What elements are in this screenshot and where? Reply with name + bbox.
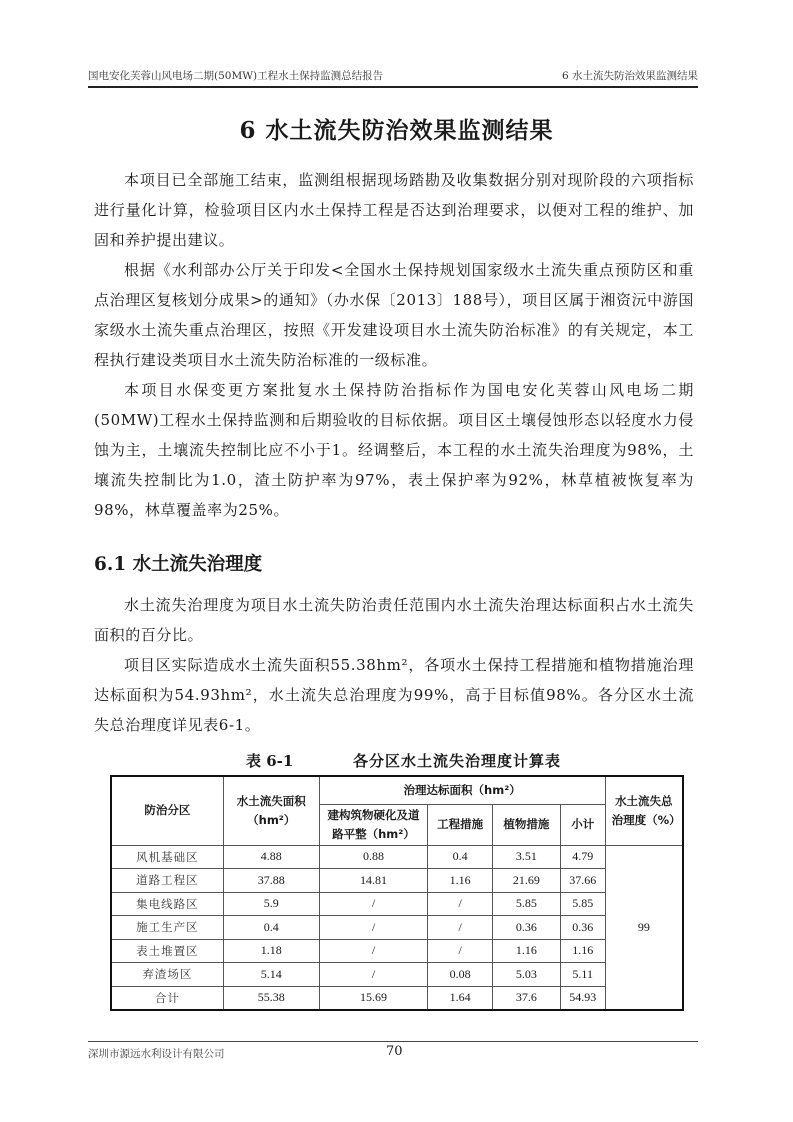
cell-building: 15.69 (319, 986, 428, 1010)
table-row (111, 939, 683, 963)
header-chapter-title: 6 水土流失防治效果监测结果 (561, 70, 698, 82)
cell-building: 14.81 (319, 869, 428, 893)
cell-zone: 弃渣场区 (111, 963, 223, 987)
cell-engineering: 0.08 (428, 963, 493, 987)
cell-subtotal: 4.79 (560, 845, 605, 869)
page-header (88, 66, 698, 86)
cell-engineering: 1.64 (428, 986, 493, 1010)
cell-zone: 施工生产区 (111, 916, 223, 940)
footer-rule (88, 1041, 698, 1042)
cell-engineering: 1.16 (428, 869, 493, 893)
cell-building: 0.88 (319, 845, 428, 869)
table-row (111, 845, 683, 869)
cell-plant: 5.85 (493, 892, 561, 916)
cell-loss: 5.9 (223, 892, 319, 916)
cell-zone: 表土堆置区 (111, 939, 223, 963)
cell-engineering: 0.4 (428, 845, 493, 869)
footer-company: 深圳市源远水利设计有限公司 (88, 1048, 225, 1060)
table-row (111, 869, 683, 893)
cell-plant: 37.6 (493, 986, 561, 1010)
cell-building: / (319, 916, 428, 940)
cell-loss: 37.88 (223, 869, 319, 893)
table-number: 表 6-1 (246, 752, 294, 770)
cell-loss: 4.88 (223, 845, 319, 869)
table-row (111, 892, 683, 916)
page-number: 70 (386, 1044, 403, 1059)
cell-plant: 1.16 (493, 939, 561, 963)
header-treated-group: 治理达标面积（hm²） (319, 776, 605, 804)
cell-plant: 3.51 (493, 845, 561, 869)
section-heading: 6.1 水土流失治理度 (94, 554, 263, 575)
paragraph-standard: 根据《水利部办公厅关于印发<全国水土保持规划国家级水土流失重点预防区和重点治理区复核划分成果>的通知》（办水保〔2013〕188号），项目区属于湘资沅中游国家级水土流失重点治理区，按照《开发建设项目水土流失防治标准》的有关规定，本工程执行建设类项目水土流失防治标准的一级标准。 (94, 261, 694, 369)
header-zone: 防治分区 (111, 776, 223, 845)
table-row (111, 916, 683, 940)
paragraph-result: 项目区实际造成水土流失面积55.38hm²，各项水土保持工程措施和植物措施治理达标面积为54.93hm²，水土流失总治理度为99%，高于目标值98%。各分区水土流失总治理度详见表6-1。 (94, 656, 694, 734)
table-row (111, 963, 683, 987)
cell-subtotal: 0.36 (560, 916, 605, 940)
cell-subtotal: 1.16 (560, 939, 605, 963)
cell-loss: 0.4 (223, 916, 319, 940)
cell-zone: 道路工程区 (111, 869, 223, 893)
table-caption: 各分区水土流失治理度计算表 (353, 752, 562, 770)
header-building: 建构筑物硬化及道路平整（hm²） (319, 804, 428, 845)
cell-zone: 集电线路区 (111, 892, 223, 916)
cell-plant: 5.03 (493, 963, 561, 987)
header-subtotal: 小计 (560, 804, 605, 845)
table-row-total (111, 986, 683, 1010)
cell-loss: 5.14 (223, 963, 319, 987)
cell-plant: 21.69 (493, 869, 561, 893)
treatment-degree-table (110, 775, 684, 1011)
header-rule (88, 86, 698, 88)
header-engineering: 工程措施 (428, 804, 493, 845)
header-report-title: 国电安化芙蓉山风电场二期(50MW)工程水土保持监测总结报告 (88, 70, 384, 82)
chapter-title: 6 水土流失防治效果监测结果 (239, 117, 554, 144)
cell-building: / (319, 892, 428, 916)
cell-zone: 风机基础区 (111, 845, 223, 869)
paragraph-definition: 水土流失治理度为项目水土流失防治责任范围内水土流失治理达标面积占水土流失面积的百分比。 (94, 596, 694, 644)
cell-engineering: / (428, 892, 493, 916)
header-loss-area: 水土流失面积（hm²） (223, 776, 319, 845)
cell-loss: 1.18 (223, 939, 319, 963)
cell-subtotal: 37.66 (560, 869, 605, 893)
cell-degree: 99 (605, 845, 683, 1010)
cell-zone: 合计 (111, 986, 223, 1010)
cell-engineering: / (428, 916, 493, 940)
cell-building: / (319, 939, 428, 963)
paragraph-intro: 本项目已全部施工结束，监测组根据现场踏勘及收集数据分别对现阶段的六项指标进行量化计算，检验项目区内水土保持工程是否达到治理要求，以便对工程的维护、加固和养护提出建议。 (94, 171, 694, 249)
cell-subtotal: 5.11 (560, 963, 605, 987)
cell-subtotal: 54.93 (560, 986, 605, 1010)
header-plant: 植物措施 (493, 804, 561, 845)
header-degree: 水土流失总治理度（%） (605, 776, 683, 845)
cell-subtotal: 5.85 (560, 892, 605, 916)
cell-loss: 55.38 (223, 986, 319, 1010)
cell-plant: 0.36 (493, 916, 561, 940)
cell-engineering: / (428, 939, 493, 963)
cell-building: / (319, 963, 428, 987)
paragraph-targets: 本项目水保变更方案批复水土保持防治指标作为国电安化芙蓉山风电场二期(50MW)工程水土保持监测和后期验收的目标依据。项目区土壤侵蚀形态以轻度水力侵蚀为主，土壤流失控制比应不小于1。经调整后，本工程的水土流失治理度为98%，土壤流失控制比为1.0，渣土防护率为97%，表土保护率为92%，林草植被恢复率为98%，林草覆盖率为25%。 (94, 381, 695, 519)
